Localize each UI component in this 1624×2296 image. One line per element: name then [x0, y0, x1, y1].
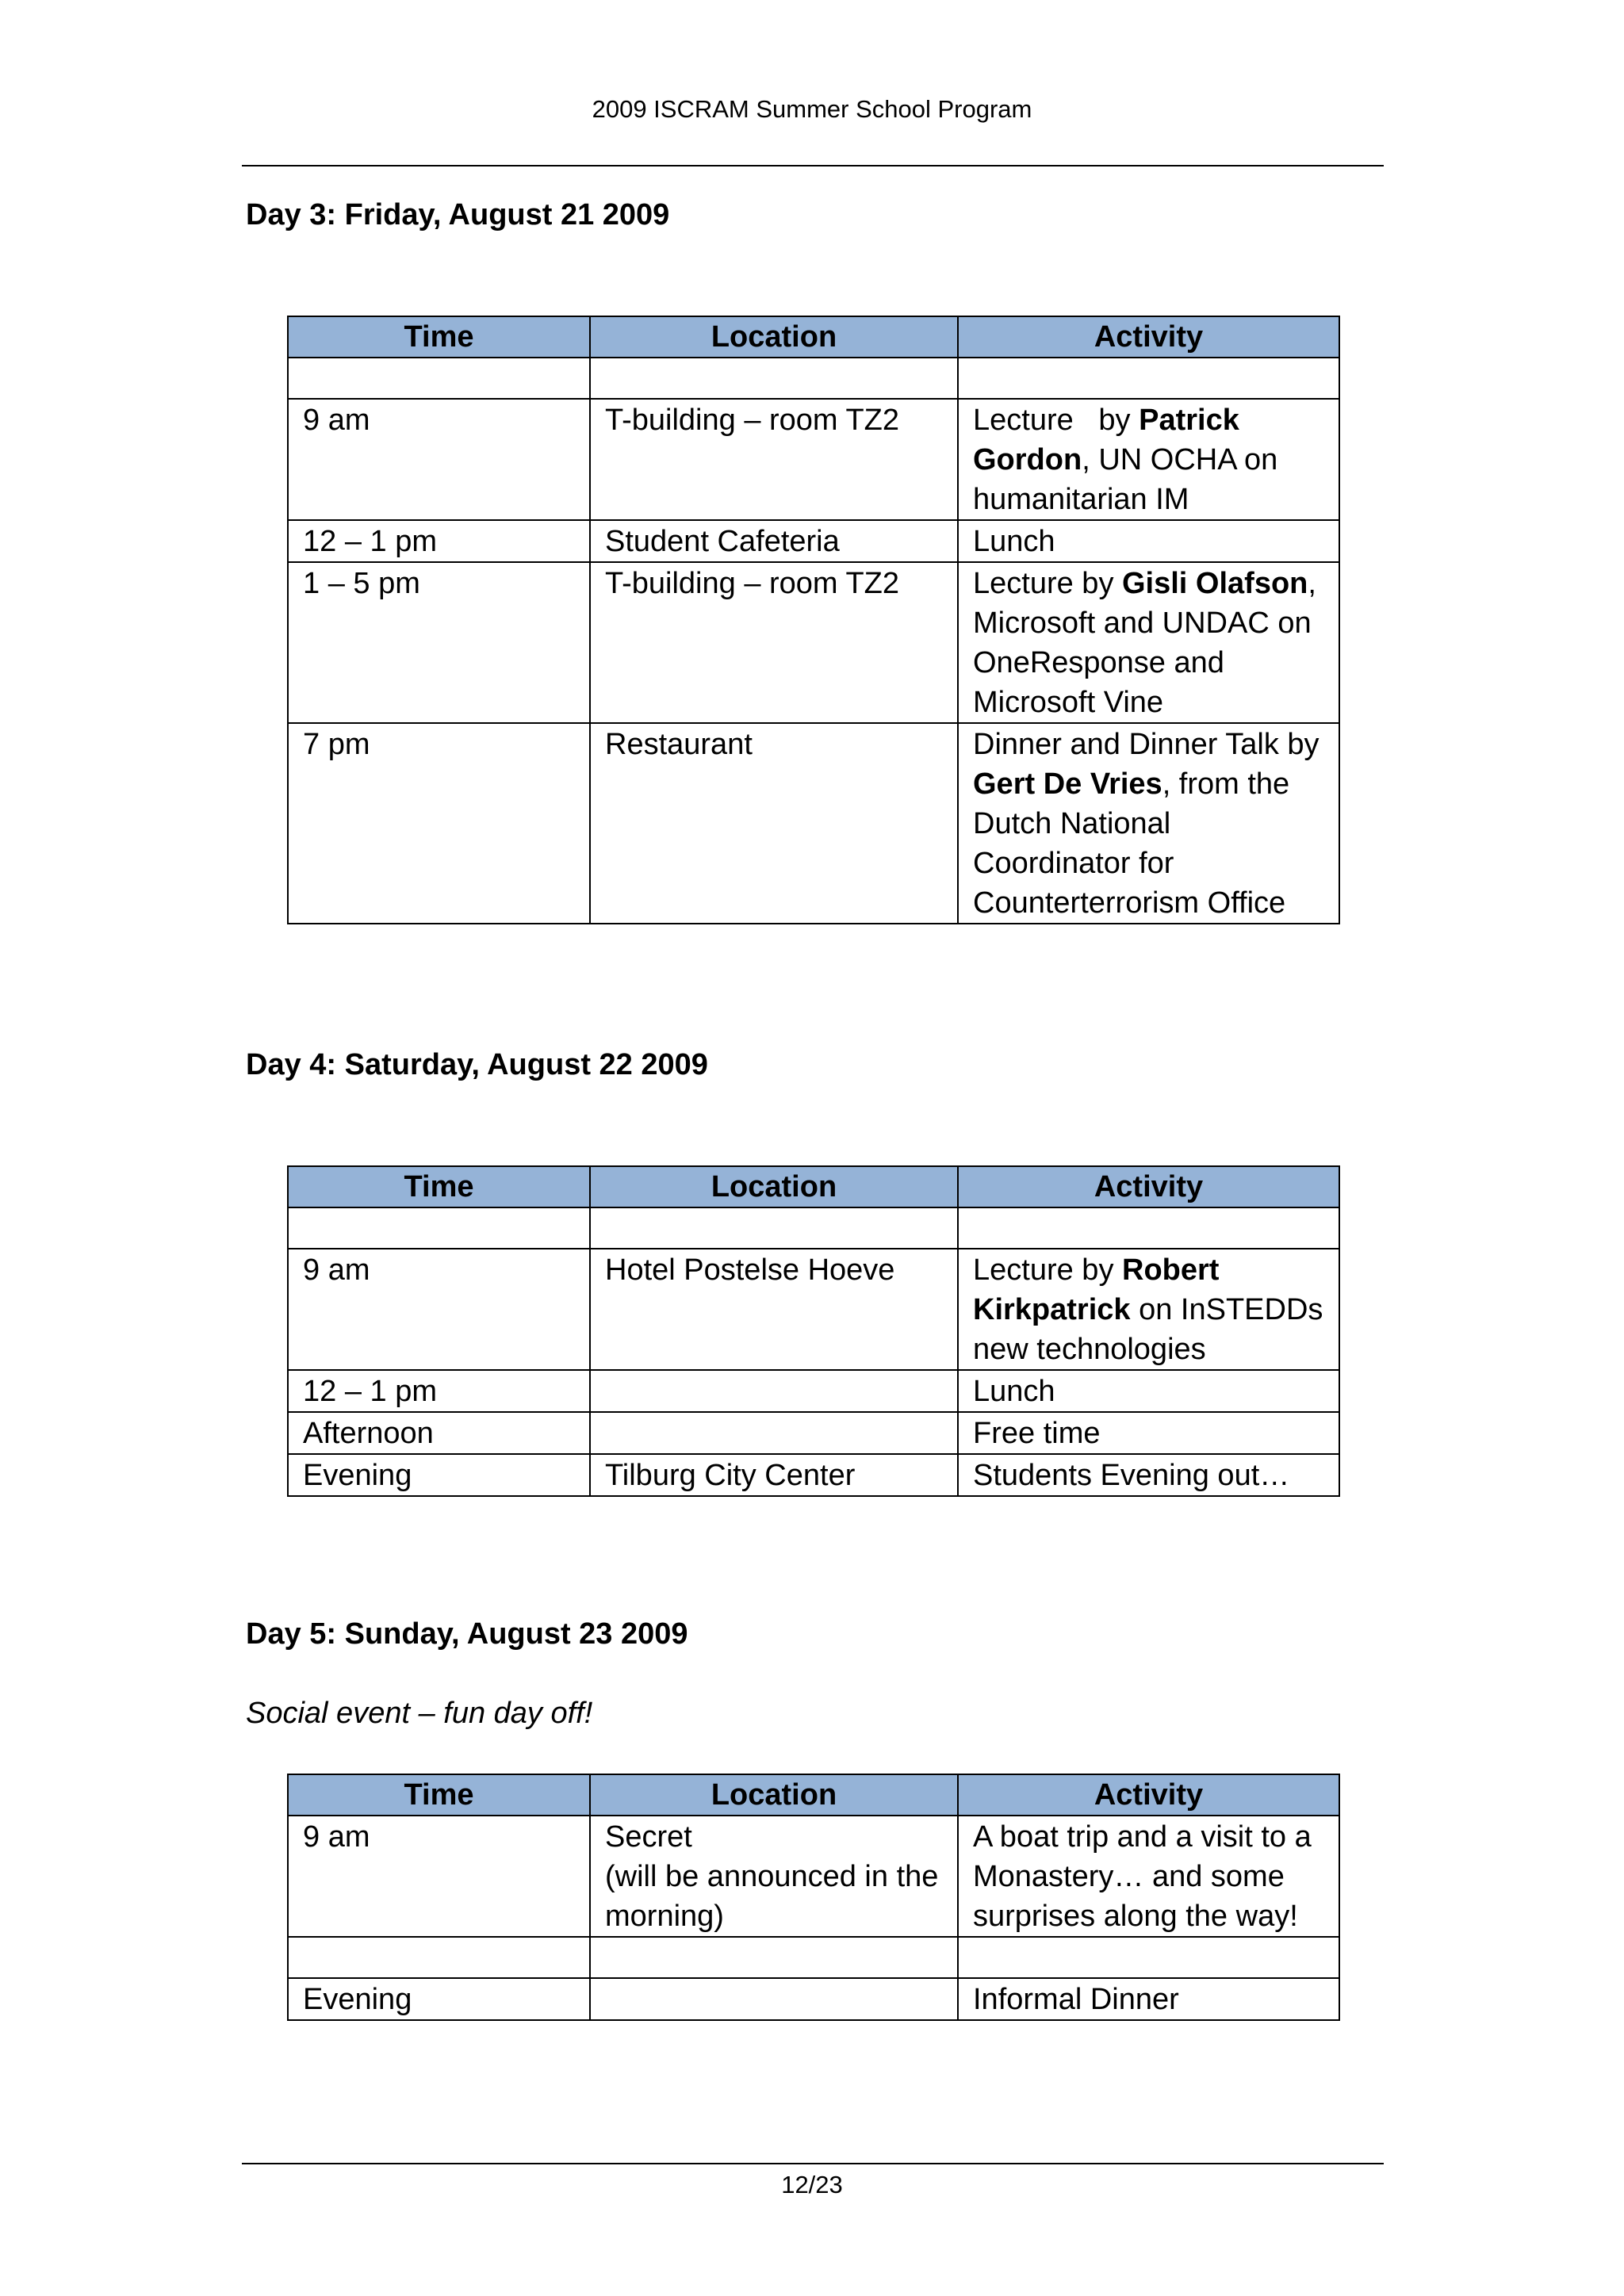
- activity-text: , UN OCHA on humanitarian IM: [973, 443, 1286, 516]
- time-cell: [288, 1937, 590, 1978]
- activity-cell: [958, 1412, 1339, 1454]
- speaker-name: Robert Kirkpatrick: [973, 1253, 1228, 1326]
- time-cell: Afternoon: [288, 1412, 590, 1454]
- table-row: [288, 1370, 1339, 1412]
- table-row: [288, 1249, 1339, 1370]
- column-header-location: Location: [590, 1166, 958, 1207]
- day5-heading: Day 5: Sunday, August 23 2009: [246, 1617, 688, 1651]
- table-row: [288, 1207, 1339, 1249]
- column-header-activity: Activity: [958, 1166, 1339, 1207]
- table-row: [288, 1412, 1339, 1454]
- activity-cell: [958, 723, 1339, 924]
- activity-text: Lecture by: [973, 1253, 1122, 1287]
- day5-note: Social event – fun day off!: [246, 1697, 593, 1730]
- activity-cell: [958, 1370, 1339, 1412]
- table-row: [288, 1454, 1339, 1496]
- activity-cell: [958, 520, 1339, 562]
- table-header-row: [288, 316, 1339, 358]
- activity-cell: [958, 399, 1339, 520]
- activity-text: Informal Dinner: [973, 1983, 1179, 2016]
- time-cell: 9 am: [288, 1249, 590, 1370]
- speaker-name: Gert De Vries: [973, 767, 1162, 801]
- page-header-title: 2009 ISCRAM Summer School Program: [592, 95, 1032, 123]
- table-row: [288, 562, 1339, 723]
- location-cell: Tilburg City Center: [590, 1454, 958, 1496]
- activity-cell: [958, 1978, 1339, 2020]
- location-cell: Hotel Postelse Hoeve: [590, 1249, 958, 1370]
- activity-cell: [958, 1937, 1339, 1978]
- time-cell: 7 pm: [288, 723, 590, 924]
- activity-cell: [958, 562, 1339, 723]
- location-cell: [590, 1978, 958, 2020]
- column-header-time: Time: [288, 1166, 590, 1207]
- header-rule: [242, 165, 1384, 166]
- activity-cell: [958, 1207, 1339, 1249]
- activity-text: Lunch: [973, 525, 1055, 558]
- activity-cell: [958, 1454, 1339, 1496]
- time-cell: [288, 358, 590, 399]
- activity-text: Free time: [973, 1417, 1101, 1450]
- table-row: [288, 1816, 1339, 1937]
- time-cell: 1 – 5 pm: [288, 562, 590, 723]
- column-header-time: Time: [288, 1774, 590, 1816]
- table-row: [288, 520, 1339, 562]
- time-cell: Evening: [288, 1454, 590, 1496]
- column-header-activity: Activity: [958, 1774, 1339, 1816]
- location-cell: Secret (will be announced in the morning): [590, 1816, 958, 1937]
- activity-text: , from the Dutch National Coordinator for Counterterrorism Office: [973, 767, 1298, 920]
- activity-text: Dinner and Dinner Talk by: [973, 728, 1328, 761]
- speaker-name: Gisli Olafson: [1122, 567, 1308, 600]
- location-cell: [590, 1412, 958, 1454]
- activity-text: Lecture by: [973, 404, 1139, 437]
- activity-text: Lecture by: [973, 567, 1122, 600]
- day3-schedule-table: [287, 316, 1340, 924]
- location-cell: T-building – room TZ2: [590, 399, 958, 520]
- footer-rule: [242, 2163, 1384, 2164]
- activity-text: , Microsoft and UNDAC on OneResponse and Microsoft Vine: [973, 567, 1325, 719]
- column-header-location: Location: [590, 1774, 958, 1816]
- time-cell: [288, 1207, 590, 1249]
- column-header-location: Location: [590, 316, 958, 358]
- location-cell: T-building – room TZ2: [590, 562, 958, 723]
- column-header-time: Time: [288, 316, 590, 358]
- location-cell: [590, 1370, 958, 1412]
- time-cell: Evening: [288, 1978, 590, 2020]
- activity-text: on InSTEDDs new technologies: [973, 1293, 1331, 1366]
- activity-text: Students Evening out…: [973, 1459, 1290, 1492]
- table-row: [288, 1937, 1339, 1978]
- day4-schedule-table: [287, 1165, 1340, 1497]
- location-cell: [590, 358, 958, 399]
- location-cell: [590, 1207, 958, 1249]
- table-row: [288, 1978, 1339, 2020]
- activity-cell: [958, 1249, 1339, 1370]
- activity-text: A boat trip and a visit to a Monastery… and some surprises along the way!: [973, 1820, 1320, 1933]
- speaker-name: Patrick Gordon: [973, 404, 1248, 476]
- time-cell: 12 – 1 pm: [288, 520, 590, 562]
- table-row: [288, 399, 1339, 520]
- day5-schedule-table: [287, 1774, 1340, 2021]
- activity-cell: [958, 1816, 1339, 1937]
- page-number: 12/23: [781, 2171, 843, 2198]
- location-cell: Restaurant: [590, 723, 958, 924]
- table-header-row: [288, 1774, 1339, 1816]
- time-cell: 9 am: [288, 1816, 590, 1937]
- time-cell: 12 – 1 pm: [288, 1370, 590, 1412]
- table-row: [288, 358, 1339, 399]
- location-cell: Student Cafeteria: [590, 520, 958, 562]
- location-cell: [590, 1937, 958, 1978]
- day3-heading: Day 3: Friday, August 21 2009: [246, 198, 670, 232]
- activity-text: Lunch: [973, 1375, 1055, 1408]
- column-header-activity: Activity: [958, 316, 1339, 358]
- activity-cell: [958, 358, 1339, 399]
- time-cell: 9 am: [288, 399, 590, 520]
- day4-heading: Day 4: Saturday, August 22 2009: [246, 1048, 708, 1081]
- table-row: [288, 723, 1339, 924]
- table-header-row: [288, 1166, 1339, 1207]
